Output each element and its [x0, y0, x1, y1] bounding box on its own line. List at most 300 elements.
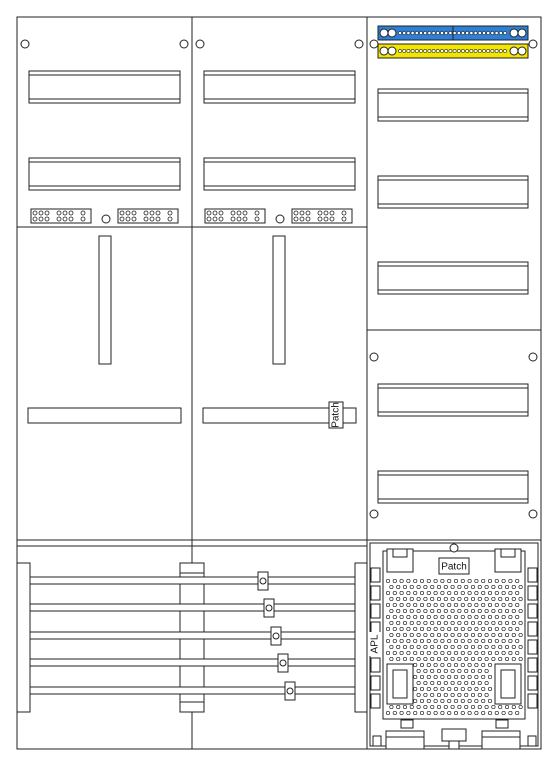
perforation-hole — [475, 711, 478, 714]
perforation-hole — [424, 621, 427, 624]
perforation-hole — [414, 711, 417, 714]
perforation-hole — [505, 609, 508, 612]
perforation-hole — [424, 633, 427, 636]
perforation-hole — [441, 651, 444, 654]
perforation-hole — [434, 687, 437, 690]
perforation-hole — [488, 639, 491, 642]
busbar-hole — [503, 31, 506, 34]
perforation-hole — [482, 579, 485, 582]
perforation-hole — [441, 675, 444, 678]
busbar-hole — [432, 31, 435, 34]
perforation-hole — [437, 705, 440, 708]
terminal-hole — [306, 211, 310, 215]
perforation-hole — [478, 681, 481, 684]
perforation-hole — [461, 591, 464, 594]
perforation-hole — [410, 609, 413, 612]
perforation-hole — [465, 657, 468, 660]
terminal-hole — [144, 217, 148, 221]
perforation-hole — [414, 603, 417, 606]
perforation-hole — [478, 597, 481, 600]
mounting-hole — [276, 215, 284, 223]
busbar-hole — [487, 31, 490, 34]
perforation-hole — [410, 621, 413, 624]
perforation-hole — [505, 645, 508, 648]
perforation-hole — [495, 639, 498, 642]
perforation-hole — [485, 645, 488, 648]
perforation-hole — [427, 579, 430, 582]
perforation-hole — [468, 579, 471, 582]
din-rail — [204, 71, 355, 103]
apl-side-tab — [371, 658, 380, 672]
perforation-hole — [397, 585, 400, 588]
perforation-hole — [427, 663, 430, 666]
perforation-hole — [482, 651, 485, 654]
perforation-hole — [516, 711, 519, 714]
perforation-hole — [414, 687, 417, 690]
perforation-hole — [448, 699, 451, 702]
perforation-hole — [434, 579, 437, 582]
perforation-hole — [461, 675, 464, 678]
terminal-hole — [219, 211, 223, 215]
perforation-hole — [437, 621, 440, 624]
mounting-hole — [370, 510, 378, 518]
perforation-hole — [417, 657, 420, 660]
main-busbar — [30, 659, 355, 666]
perforation-hole — [482, 699, 485, 702]
busbar-hole — [478, 31, 481, 34]
perforation-hole — [420, 711, 423, 714]
busbar-hole — [470, 31, 473, 34]
perforation-hole — [400, 579, 403, 582]
perforation-hole — [390, 705, 393, 708]
perforation-hole — [519, 645, 522, 648]
terminal-hole — [57, 217, 61, 221]
perforation-hole — [427, 699, 430, 702]
busbar-screw — [388, 29, 396, 37]
terminal-hole — [324, 217, 328, 221]
perforation-hole — [403, 621, 406, 624]
perforation-hole — [451, 585, 454, 588]
busbar-hole — [407, 31, 410, 34]
perforation-hole — [458, 621, 461, 624]
perforation-hole — [400, 627, 403, 630]
perforation-hole — [393, 579, 396, 582]
perforation-hole — [499, 645, 502, 648]
perforation-hole — [488, 699, 491, 702]
perforation-hole — [519, 621, 522, 624]
perforation-hole — [390, 597, 393, 600]
perforation-hole — [478, 693, 481, 696]
busbar-hole — [453, 49, 456, 52]
perforation-hole — [458, 609, 461, 612]
perforation-hole — [417, 693, 420, 696]
apl-side-tab — [371, 694, 380, 708]
perforation-hole — [458, 669, 461, 672]
perforation-hole — [454, 687, 457, 690]
perforation-hole — [431, 693, 434, 696]
perforation-hole — [437, 609, 440, 612]
perforation-hole — [451, 609, 454, 612]
terminal-hole — [342, 211, 346, 215]
perforation-hole — [454, 663, 457, 666]
perforation-hole — [437, 657, 440, 660]
perforation-hole — [434, 675, 437, 678]
perforation-hole — [431, 633, 434, 636]
patch-box-meter — [329, 402, 343, 428]
terminal-hole — [39, 217, 43, 221]
perforation-hole — [431, 621, 434, 624]
perforation-hole — [441, 579, 444, 582]
perforation-hole — [424, 693, 427, 696]
perforation-hole — [465, 621, 468, 624]
perforation-hole — [482, 591, 485, 594]
apl-connector-top-left-clip — [393, 549, 407, 557]
perforation-hole — [485, 657, 488, 660]
perforation-hole — [492, 621, 495, 624]
perforation-hole — [431, 585, 434, 588]
apl-bottom-center-foot — [449, 741, 459, 749]
perforation-hole — [488, 627, 491, 630]
perforation-hole — [441, 663, 444, 666]
perforation-hole — [478, 645, 481, 648]
busbar-clamp-screw — [260, 578, 266, 584]
busbar-hole — [474, 31, 477, 34]
perforation-hole — [509, 639, 512, 642]
perforation-hole — [417, 681, 420, 684]
perforation-hole — [485, 681, 488, 684]
busbar-clamp-screw — [287, 688, 293, 694]
terminal-hole — [168, 217, 172, 221]
perforation-hole — [434, 615, 437, 618]
perforation-hole — [393, 639, 396, 642]
perforation-hole — [427, 675, 430, 678]
apl-screw — [450, 544, 458, 552]
busbar-clamp-screw — [273, 633, 279, 639]
busbar-clamp-screw — [280, 660, 286, 666]
perforation-hole — [441, 699, 444, 702]
perforation-hole — [482, 711, 485, 714]
perforation-hole — [505, 633, 508, 636]
perforation-hole — [424, 657, 427, 660]
busbar-screw — [388, 47, 396, 55]
perforation-hole — [468, 651, 471, 654]
busbar-hole — [407, 49, 410, 52]
din-rail — [378, 89, 528, 121]
perforation-hole — [471, 657, 474, 660]
terminal-hole — [168, 211, 172, 215]
busbar-screw — [510, 47, 518, 55]
busbar-hole — [482, 31, 485, 34]
perforation-hole — [492, 585, 495, 588]
perforation-hole — [512, 585, 515, 588]
perforation-hole — [417, 585, 420, 588]
perforation-hole — [397, 657, 400, 660]
perforation-hole — [386, 579, 389, 582]
perforation-hole — [444, 693, 447, 696]
perforation-hole — [390, 609, 393, 612]
perforation-hole — [519, 705, 522, 708]
apl-bottom-terminal-right — [482, 731, 520, 749]
terminal-hole — [213, 211, 217, 215]
perforation-hole — [519, 609, 522, 612]
perforation-hole — [431, 609, 434, 612]
perforation-hole — [397, 645, 400, 648]
perforation-hole — [427, 627, 430, 630]
terminal-hole — [300, 217, 304, 221]
perforation-hole — [509, 579, 512, 582]
perforation-hole — [471, 681, 474, 684]
terminal-hole — [144, 211, 148, 215]
perforation-hole — [393, 603, 396, 606]
perforation-hole — [393, 591, 396, 594]
perforation-hole — [451, 633, 454, 636]
apl-clip — [496, 720, 508, 728]
perforation-hole — [448, 639, 451, 642]
terminal-hole — [213, 217, 217, 221]
busbar-hole — [491, 49, 494, 52]
terminal-hole — [207, 211, 211, 215]
busbar-hole — [428, 31, 431, 34]
perforation-hole — [400, 711, 403, 714]
busbar-hole — [487, 49, 490, 52]
apl-bottom-terminal-left — [386, 731, 424, 749]
perforation-hole — [485, 621, 488, 624]
perforation-hole — [516, 627, 519, 630]
busbar-hole — [495, 31, 498, 34]
perforation-hole — [454, 627, 457, 630]
busbar-hole — [424, 31, 427, 34]
terminal-hole — [120, 217, 124, 221]
perforation-hole — [407, 603, 410, 606]
perforation-hole — [420, 615, 423, 618]
apl-clip — [401, 720, 413, 728]
terminal-hole — [237, 211, 241, 215]
perforation-hole — [485, 597, 488, 600]
perforation-hole — [475, 687, 478, 690]
perforation-hole — [437, 645, 440, 648]
apl-side-tab — [371, 604, 380, 618]
perforation-hole — [424, 705, 427, 708]
busbar-hole — [403, 49, 406, 52]
terminal-hole — [150, 217, 154, 221]
perforation-hole — [454, 603, 457, 606]
busbar-hole — [411, 49, 414, 52]
patch-label-meter: Patch — [330, 402, 342, 428]
busbar-hole — [495, 49, 498, 52]
perforation-hole — [431, 669, 434, 672]
perforation-hole — [417, 621, 420, 624]
busbar-hole — [466, 31, 469, 34]
meter-holder-bar — [99, 236, 111, 364]
busbar-hole — [432, 49, 435, 52]
terminal-hole — [45, 211, 49, 215]
terminal-hole — [207, 217, 211, 221]
perforation-hole — [448, 579, 451, 582]
terminal-hole — [237, 217, 241, 221]
perforation-hole — [397, 633, 400, 636]
busbar-hole — [503, 49, 506, 52]
perforation-hole — [400, 639, 403, 642]
perforation-hole — [393, 651, 396, 654]
perforation-hole — [437, 585, 440, 588]
busbar-screw — [518, 29, 526, 37]
terminal-hole — [132, 217, 136, 221]
terminal-hole — [219, 217, 223, 221]
perforation-hole — [434, 627, 437, 630]
perforation-hole — [465, 645, 468, 648]
perforation-hole — [475, 675, 478, 678]
perforation-hole — [495, 615, 498, 618]
perforation-hole — [505, 597, 508, 600]
perforation-hole — [454, 591, 457, 594]
perforation-hole — [488, 651, 491, 654]
apl-side-tab — [371, 586, 380, 600]
perforation-hole — [465, 597, 468, 600]
perforation-hole — [516, 591, 519, 594]
busbar-hole — [428, 49, 431, 52]
din-rail — [204, 158, 355, 190]
perforation-hole — [424, 669, 427, 672]
perforation-hole — [468, 627, 471, 630]
perforation-hole — [475, 663, 478, 666]
apl-connector-mid-left-inner — [393, 670, 407, 698]
perforation-hole — [397, 621, 400, 624]
perforation-hole — [400, 651, 403, 654]
perforation-hole — [509, 603, 512, 606]
perforation-hole — [458, 633, 461, 636]
perforation-hole — [454, 579, 457, 582]
perforation-hole — [499, 621, 502, 624]
perforation-hole — [482, 615, 485, 618]
perforation-hole — [458, 693, 461, 696]
terminal-hole — [120, 211, 124, 215]
terminal-hole — [69, 217, 73, 221]
perforation-hole — [448, 675, 451, 678]
mounting-hole — [370, 353, 378, 361]
perforation-hole — [427, 639, 430, 642]
terminal-hole — [294, 217, 298, 221]
perforation-hole — [420, 591, 423, 594]
busbar-hole — [398, 49, 401, 52]
busbar-hole — [424, 49, 427, 52]
perforation-hole — [495, 579, 498, 582]
perforation-hole — [512, 705, 515, 708]
perforation-hole — [454, 711, 457, 714]
perforation-hole — [505, 705, 508, 708]
perforation-hole — [502, 579, 505, 582]
perforation-hole — [434, 651, 437, 654]
perforation-hole — [499, 633, 502, 636]
perforation-hole — [397, 705, 400, 708]
perforation-hole — [458, 681, 461, 684]
perforation-hole — [509, 591, 512, 594]
perforation-hole — [509, 711, 512, 714]
perforation-hole — [407, 615, 410, 618]
perforation-hole — [468, 711, 471, 714]
busbar-hole — [449, 31, 452, 34]
perforation-hole — [471, 621, 474, 624]
perforation-hole — [407, 591, 410, 594]
perforation-hole — [441, 639, 444, 642]
perforation-hole — [461, 663, 464, 666]
perforation-hole — [485, 705, 488, 708]
perforation-hole — [397, 609, 400, 612]
perforation-hole — [482, 663, 485, 666]
perforation-hole — [390, 585, 393, 588]
busbar-hole — [419, 49, 422, 52]
perforation-hole — [414, 663, 417, 666]
perforation-hole — [444, 585, 447, 588]
perforation-hole — [441, 591, 444, 594]
perforation-hole — [390, 621, 393, 624]
perforation-hole — [400, 603, 403, 606]
perforation-hole — [461, 639, 464, 642]
mounting-hole — [180, 40, 188, 48]
apl-side-tab — [528, 568, 537, 582]
perforation-hole — [516, 639, 519, 642]
perforation-hole — [475, 639, 478, 642]
perforation-hole — [451, 705, 454, 708]
perforation-hole — [444, 609, 447, 612]
perforation-hole — [482, 639, 485, 642]
perforation-hole — [451, 657, 454, 660]
perforation-hole — [448, 603, 451, 606]
busbar-support-right — [355, 563, 367, 712]
perforation-hole — [420, 627, 423, 630]
perforation-hole — [400, 591, 403, 594]
main-busbar — [30, 577, 355, 584]
perforation-hole — [516, 615, 519, 618]
perforation-hole — [468, 663, 471, 666]
perforation-hole — [458, 585, 461, 588]
perforation-hole — [451, 669, 454, 672]
perforation-hole — [502, 651, 505, 654]
perforation-hole — [502, 603, 505, 606]
busbar-hole — [436, 49, 439, 52]
perforation-hole — [451, 645, 454, 648]
perforation-hole — [465, 705, 468, 708]
perforation-hole — [454, 639, 457, 642]
mounting-hole — [370, 40, 378, 48]
terminal-hole — [150, 211, 154, 215]
perforation-hole — [386, 627, 389, 630]
perforation-hole — [393, 711, 396, 714]
perforation-hole — [451, 693, 454, 696]
perforation-hole — [410, 633, 413, 636]
perforation-hole — [407, 711, 410, 714]
perforation-hole — [475, 579, 478, 582]
perforation-hole — [448, 591, 451, 594]
perforation-hole — [468, 699, 471, 702]
perforation-hole — [465, 585, 468, 588]
perforation-hole — [465, 681, 468, 684]
perforation-hole — [475, 615, 478, 618]
mounting-hole — [529, 40, 537, 48]
perforation-hole — [427, 651, 430, 654]
perforation-hole — [414, 615, 417, 618]
busbar-hole — [457, 31, 460, 34]
perforation-hole — [454, 699, 457, 702]
perforation-hole — [512, 609, 515, 612]
terminal-hole — [342, 217, 346, 221]
terminal-hole — [33, 211, 37, 215]
perforation-hole — [414, 651, 417, 654]
perforation-hole — [478, 669, 481, 672]
perforation-hole — [485, 633, 488, 636]
perforation-hole — [468, 603, 471, 606]
din-rail — [378, 471, 528, 503]
perforation-hole — [458, 705, 461, 708]
